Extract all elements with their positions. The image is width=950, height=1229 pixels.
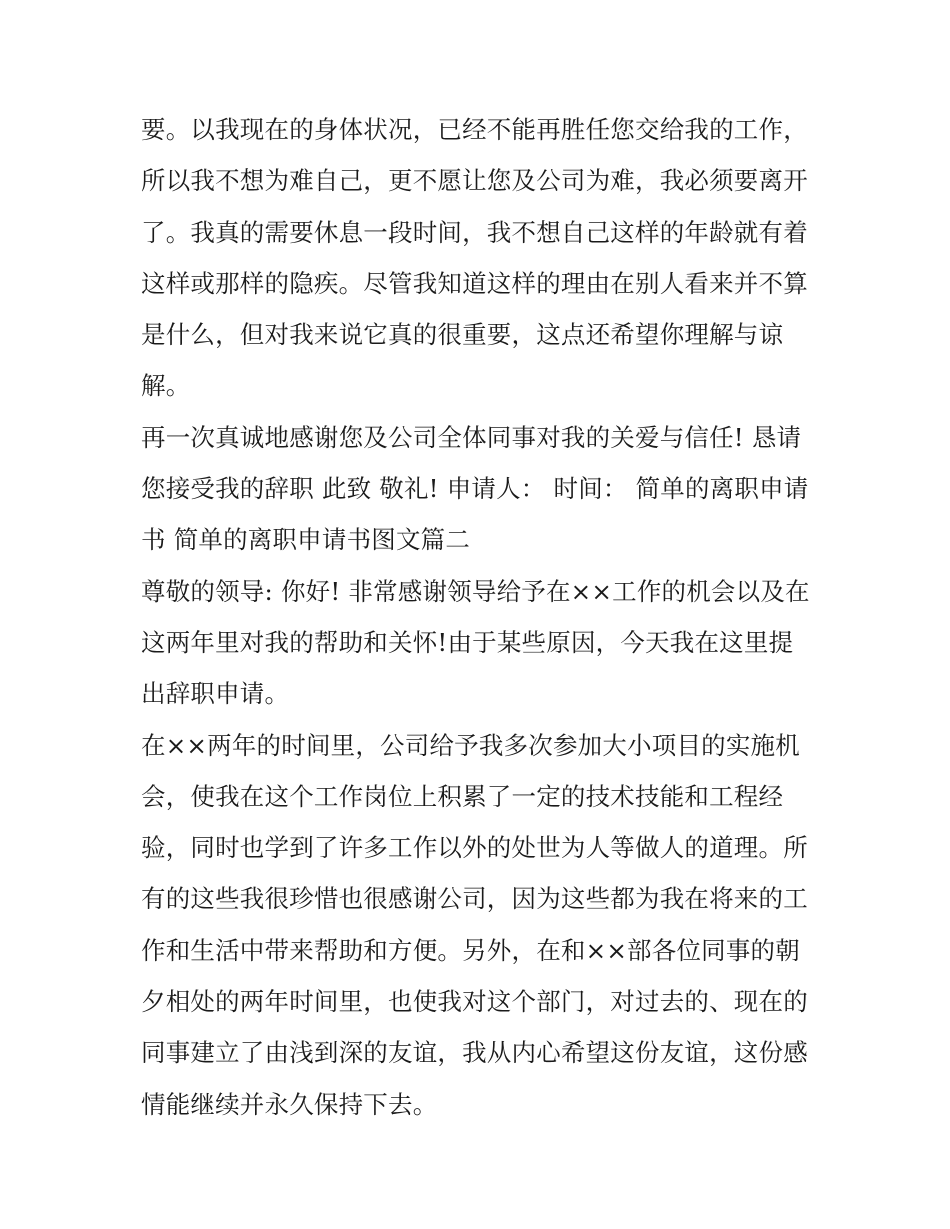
text-line: 这样或那样的隐疾。尽管我知道这样的理由在别人看来并不算 xyxy=(141,268,808,298)
text-line: 解。 xyxy=(141,371,191,401)
paragraph-greeting xyxy=(141,566,821,720)
text-line: 夕相处的两年时间里，也使我对这个部门，对过去的、现在的 xyxy=(141,987,808,1017)
text-line: 了。我真的需要休息一段时间，我不想自己这样的年龄就有着 xyxy=(141,217,808,247)
paragraph-thanks-closing xyxy=(141,412,821,566)
text-line: 会，使我在这个工作岗位上积累了一定的技术技能和工程经 xyxy=(141,781,784,811)
text-line: 验，同时也学到了许多工作以外的处世为人等做人的道理。所 xyxy=(141,833,808,863)
paragraph-health-reason xyxy=(141,104,821,412)
text-line: 这两年里对我的帮助和关怀!由于某些原因，今天我在这里提 xyxy=(141,627,794,657)
text-line: 在××两年的时间里，公司给予我多次参加大小项目的实施机 xyxy=(141,730,800,760)
document-body xyxy=(141,104,821,1130)
section-heading-line: 书 简单的离职申请书图文篇二 xyxy=(141,525,471,555)
text-line: 有的这些我很珍惜也很感谢公司，因为这些都为我在将来的工 xyxy=(141,884,808,914)
text-line: 同事建立了由浅到深的友谊，我从内心希望这份友谊，这份感 xyxy=(141,1038,808,1068)
paragraph-experience xyxy=(141,720,821,1130)
text-line: 出辞职申请。 xyxy=(141,679,290,709)
text-line: 作和生活中带来帮助和方便。另外，在和××部各位同事的朝 xyxy=(141,935,800,965)
text-line: 是什么，但对我来说它真的很重要，这点还希望你理解与谅 xyxy=(141,320,784,350)
text-line: 所以我不想为难自己，更不愿让您及公司为难，我必须要离开 xyxy=(141,166,808,196)
text-line: 要。以我现在的身体状况，已经不能再胜任您交给我的工作， xyxy=(141,115,808,144)
text-line: 您接受我的辞职 此致 敬礼! 申请人： 时间： 简单的离职申请 xyxy=(141,474,809,504)
text-line: 情能继续并永久保持下去。 xyxy=(141,1089,438,1119)
text-line: 尊敬的领导: 你好! 非常感谢领导给予在××工作的机会以及在 xyxy=(141,576,810,606)
text-line: 再一次真诚地感谢您及公司全体同事对我的关爱与信任! 恳请 xyxy=(141,422,802,452)
